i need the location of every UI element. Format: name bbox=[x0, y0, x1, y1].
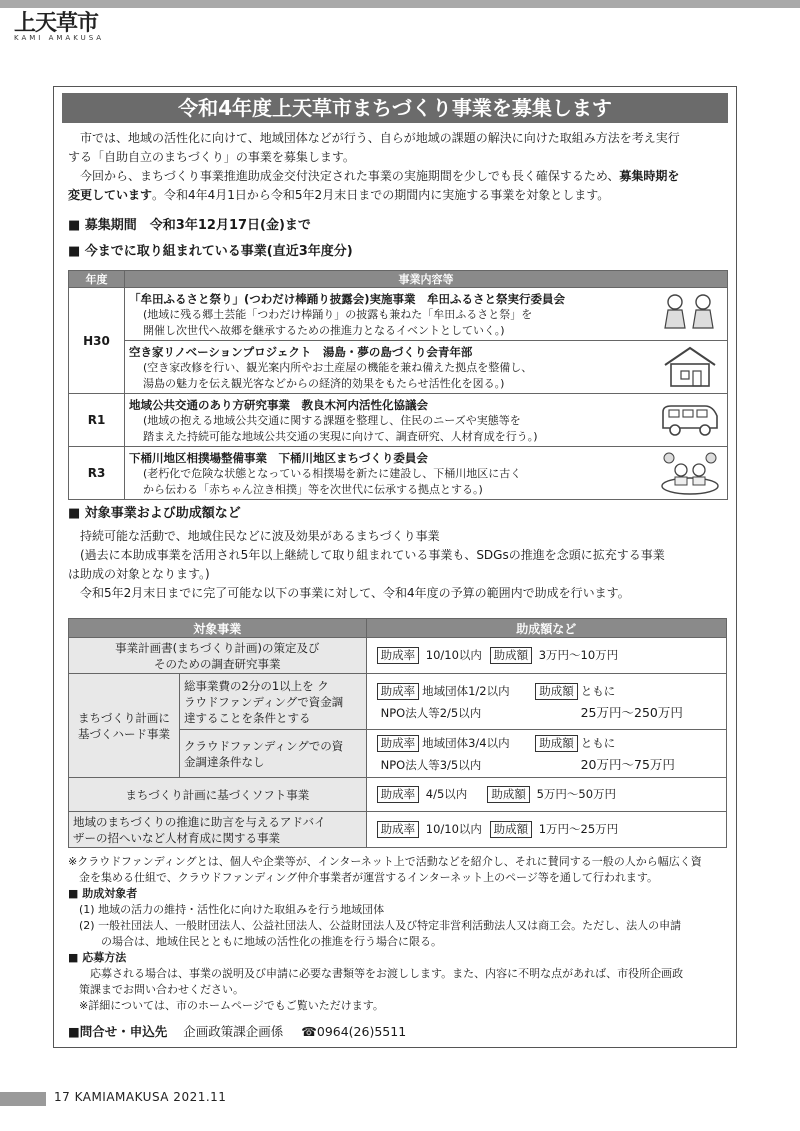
grant-detail: 助成率 地域団体3/4以内 助成額 ともに NPO法人等3/5以内 20万円～75万円 bbox=[366, 730, 726, 778]
amount-tag: 助成額 bbox=[490, 647, 533, 664]
rate-tag: 助成率 bbox=[377, 735, 420, 752]
hard-condition: 総事業費の2分の1以上を ク ラウドファンディングで資金調 達することを条件とする bbox=[180, 674, 367, 730]
eligible-item: の場合は、地域住民とともに地域の活性化の推進を行う場合に限る。 bbox=[101, 935, 442, 948]
intro-line: 市では、地域の活性化に向けて、地域団体などが行う、自らが地域の課題の解決に向けた取組み方法を考え実行 bbox=[80, 131, 680, 145]
target-line: 持続可能な活動で、地域住民などに波及効果があるまちづくり事業 bbox=[80, 529, 440, 543]
top-bar bbox=[0, 0, 800, 8]
project-desc: (地域に残る郷土芸能「つわだけ棒踊り」の披露も兼ねた「牟田ふるさと祭」を 開催し次世代へ故郷を継承するための推進力となるイベントとしていく。) bbox=[143, 308, 533, 337]
content-frame bbox=[53, 86, 737, 1048]
section-heading-past: ■ 今までに取り組まれている事業(直近3年度分) bbox=[68, 244, 353, 259]
grant-detail: 助成率 4/5以内 助成額 5万円～50万円 bbox=[366, 778, 726, 812]
amount-tag: 助成額 bbox=[487, 786, 530, 803]
hard-condition: クラウドファンディングでの資 金調達条件なし bbox=[180, 730, 367, 778]
logo-main-text: 上天草市 bbox=[14, 11, 99, 36]
eligible-heading: ■ 助成対象者 bbox=[68, 887, 138, 900]
grant-row-hard: まちづくり計画に 基づくハード事業 bbox=[69, 674, 180, 778]
section-heading-target: ■ 対象事業および助成額など bbox=[68, 506, 241, 521]
grant-detail: 助成率 地域団体1/2以内 助成額 ともに NPO法人等2/5以内 25万円～250万円 bbox=[366, 674, 726, 730]
project-title: 「牟田ふるさと祭り」(つわだけ棒踊り披露会)実施事業 牟田ふるさと祭実行委員会 bbox=[129, 292, 566, 306]
apply-heading: ■ 応募方法 bbox=[68, 951, 127, 964]
project-title: 下桶川地区相撲場整備事業 下桶川地区まちづくり委員会 bbox=[129, 451, 428, 465]
intro-line: 変更しています。令和4年4月1日から令和5年2月末日までの期間内に実施する事業を対象とします。 bbox=[68, 188, 610, 202]
project-cell bbox=[125, 341, 728, 394]
notes-block bbox=[68, 854, 728, 1014]
apply-text: 応募される場合は、事業の説明及び申請に必要な書類等をお渡しします。また、内容に不明な点があれば、市役所企画政 bbox=[90, 967, 684, 980]
baby-sumo-icon bbox=[659, 450, 721, 496]
footer-bar bbox=[0, 1092, 46, 1106]
header-grant-amount: 助成額など bbox=[366, 619, 726, 638]
children-dancing-icon bbox=[659, 292, 721, 336]
target-line: は助成の対象となります。) bbox=[68, 567, 210, 581]
rate-tag: 助成率 bbox=[377, 647, 420, 664]
intro-paragraph bbox=[68, 129, 728, 205]
city-logo bbox=[14, 12, 114, 42]
header-content: 事業内容等 bbox=[125, 271, 728, 288]
project-desc: (老朽化で危険な状態となっている相撲場を新たに建設し、下桶川地区に古く から伝わる「赤ちゃん泣き相撲」等を次世代に伝承する拠点とする。) bbox=[143, 467, 522, 496]
year-cell: H30 bbox=[69, 288, 125, 394]
rate-value: 10/10以内 bbox=[425, 648, 482, 662]
grant-detail: 助成率 10/10以内 助成額 1万円～25万円 bbox=[366, 812, 726, 848]
amount-tag: 助成額 bbox=[535, 683, 578, 700]
van-icon bbox=[659, 400, 721, 440]
header-target-project: 対象事業 bbox=[69, 619, 367, 638]
contact-tel: ☎0964(26)5511 bbox=[301, 1024, 407, 1039]
crowdfunding-note: 金を集める仕組で、クラウドファンディング仲介事業者が運営するインターネット上のページ等を通して行われます。 bbox=[79, 871, 659, 884]
page-footer: 17 KAMIAMAKUSA 2021.11 bbox=[54, 1090, 227, 1104]
grant-table bbox=[68, 618, 727, 848]
amount-tag: 助成額 bbox=[535, 735, 578, 752]
grant-row-plan: 事業計画書(まちづくり計画)の策定及び そのための調査研究事業 bbox=[69, 638, 367, 674]
project-title: 地域公共交通のあり方研究事業 教良木河内活性化協議会 bbox=[129, 398, 428, 412]
rate-tag: 助成率 bbox=[377, 786, 420, 803]
contact-line bbox=[68, 1024, 728, 1040]
page-title: 令和4年度上天草市まちづくり事業を募集します bbox=[62, 93, 728, 123]
project-cell bbox=[125, 288, 728, 341]
section-heading-period: ■ 募集期間 令和3年12月17日(金)まで bbox=[68, 218, 311, 233]
crowdfunding-note: ※クラウドファンディングとは、個人や企業等が、インターネット上で活動などを紹介し、それに賛同する一般の人から幅広く資 bbox=[68, 855, 702, 868]
target-line: (過去に本助成事業を活用され5年以上継続して取り組まれている事業も、SDGsの推進を念頭に拡充する事業 bbox=[80, 548, 665, 562]
apply-text: 策課までお問い合わせください。 bbox=[79, 983, 244, 996]
project-desc: (空き家改修を行い、観光案内所やお土産屋の機能を兼ね備えた拠点を整備し、 湯島の魅力を伝え観光客などからの経済的効果をもたらせ活性化を図る。) bbox=[143, 361, 533, 390]
intro-line: 今回から、まちづくり事業推進助成金交付決定された事業の実施期間を少しでも長く確保するため、募集時期を bbox=[80, 169, 680, 183]
apply-text: ※詳細については、市のホームページでもご覧いただけます。 bbox=[79, 999, 384, 1012]
year-cell: R3 bbox=[69, 447, 125, 500]
target-paragraph bbox=[68, 527, 728, 603]
grant-detail bbox=[366, 638, 726, 674]
contact-dept: 企画政策課企画係 bbox=[183, 1024, 284, 1039]
logo-sub-text: KAMI AMAKUSA bbox=[14, 34, 105, 42]
target-line: 令和5年2月末日までに完了可能な以下の事業に対して、令和4年度の予算の範囲内で助成を行います。 bbox=[80, 586, 630, 600]
past-projects-table bbox=[68, 270, 728, 500]
project-cell bbox=[125, 447, 728, 500]
eligible-item: (2) 一般社団法人、一般財団法人、公益社団法人、公益財団法人及び特定非営利活動法人又は商工会。ただし、法人の申請 bbox=[79, 919, 682, 932]
project-desc: (地域の抱える地域公共交通に関する課題を整理し、住民のニーズや実態等を 踏まえた持続可能な地域公共交通の実現に向けて、調査研究、人材育成を行う。) bbox=[143, 414, 538, 443]
project-cell bbox=[125, 394, 728, 447]
rate-tag: 助成率 bbox=[377, 821, 420, 838]
contact-heading: ■問合せ・申込先 bbox=[68, 1024, 168, 1039]
house-icon bbox=[659, 345, 721, 389]
header-year: 年度 bbox=[69, 271, 125, 288]
amount-tag: 助成額 bbox=[490, 821, 533, 838]
eligible-item: (1) 地域の活力の維持・活性化に向けた取組みを行う地域団体 bbox=[79, 903, 385, 916]
project-title: 空き家リノベーションプロジェクト 湯島・夢の島づくり会青年部 bbox=[129, 345, 473, 359]
amount-value: 3万円～10万円 bbox=[538, 648, 619, 662]
grant-row-advisor: 地域のまちづくりの推進に助言を与えるアドバイ ザーの招へいなど人材育成に関する事業 bbox=[69, 812, 367, 848]
grant-row-soft: まちづくり計画に基づくソフト事業 bbox=[69, 778, 367, 812]
intro-line: する「自助自立のまちづくり」の事業を募集します。 bbox=[68, 150, 355, 164]
rate-tag: 助成率 bbox=[377, 683, 420, 700]
year-cell: R1 bbox=[69, 394, 125, 447]
